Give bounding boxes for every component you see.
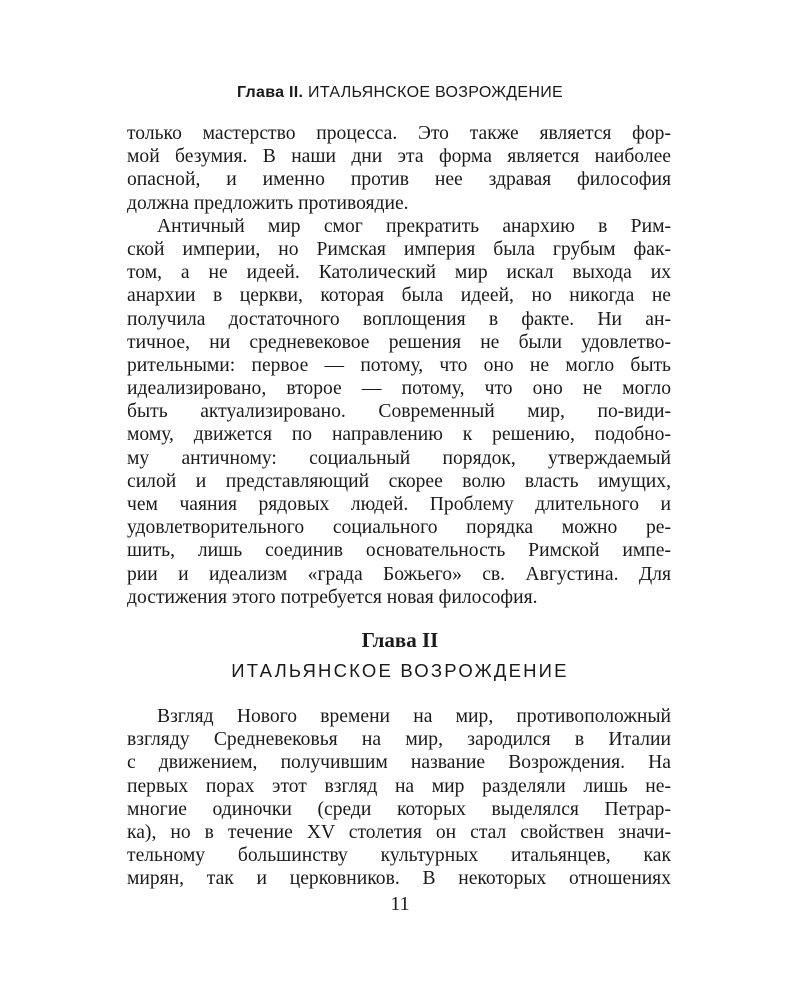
text-line: многие одиночки (среди которых выделялся Петрар-: [127, 798, 671, 820]
text-line: силой и представляющий скорее волю власть имущих,: [127, 470, 671, 492]
text-line: анархии в церкви, которая была идеей, но никогда не: [127, 285, 671, 307]
text-line: удовлетворительного социального порядка можно ре-: [127, 517, 671, 539]
text-line: мому, движется по направлению к решению, подобно-: [127, 424, 671, 446]
text-line: му античному: социальный порядок, утверждаемый: [127, 447, 671, 469]
text-line: тельному большинству культурных итальянцев, как: [127, 845, 671, 867]
running-head-title: ИТАЛЬЯНСКОЕ ВОЗРОЖДЕНИЕ: [308, 84, 564, 101]
text-line: взгляду Средневековья на мир, зародился в Италии: [127, 729, 671, 751]
text-line: мирян, так и церковников. В некоторых отношениях: [127, 868, 671, 890]
text-line: том, а не идеей. Католический мир искал выхода их: [127, 262, 671, 284]
text-line: рии и идеализм «града Божьего» св. Августина. Для: [127, 563, 671, 585]
text-line: получила достаточного воплощения в факте. Ни ан-: [127, 308, 671, 330]
text-line: ка), но в течение XV столетия он стал свойствен значи-: [127, 821, 671, 843]
text-line: только мастерство процесса. Это также является фор-: [127, 123, 671, 144]
running-head-chapter-label: Глава II.: [236, 84, 304, 101]
chapter-subtitle: ИТАЛЬЯНСКОЕ ВОЗРОЖДЕНИЕ: [231, 660, 569, 681]
page-number: 11: [390, 893, 410, 915]
text-line: чем чаяния рядовых людей. Проблему длительного и: [127, 494, 671, 515]
text-line: быть актуализировано. Современный мир, по-види-: [127, 401, 671, 423]
text-line: Взгляд Нового времени на мир, противоположный: [157, 706, 671, 727]
text-block-continued-section: [127, 122, 671, 609]
text-line: опасной, и именно против нее здравая философия: [127, 169, 671, 191]
text-line: рительными: первое — потому, что оно не могло быть: [127, 354, 671, 376]
text-block-chapter-start: [127, 705, 671, 891]
text-line: идеализировано, второе — потому, что оно не могло: [127, 378, 671, 400]
text-line: Античный мир смог прекратить анархию в Рим-: [157, 215, 671, 237]
text-line: первых порах этот взгляд на мир разделяли лишь не-: [127, 775, 671, 797]
text-line: мой безумия. В наши дни эта форма является наиболее: [127, 146, 671, 168]
chapter-title: Глава II: [361, 628, 439, 652]
text-line: ской империи, но Римская империя была грубым фак-: [127, 238, 671, 260]
text-line: с движением, получившим название Возрождения. На: [127, 752, 671, 774]
text-line: достижения этого потребуется новая философия.: [127, 586, 538, 608]
text-line: шить, лишь соединив основательность Римской импе-: [127, 540, 671, 562]
text-line: тичное, ни средневековое решения не были удовлетво-: [127, 331, 671, 353]
running-head: [0, 84, 800, 102]
text-line: должна предложить противоядие.: [127, 192, 409, 214]
